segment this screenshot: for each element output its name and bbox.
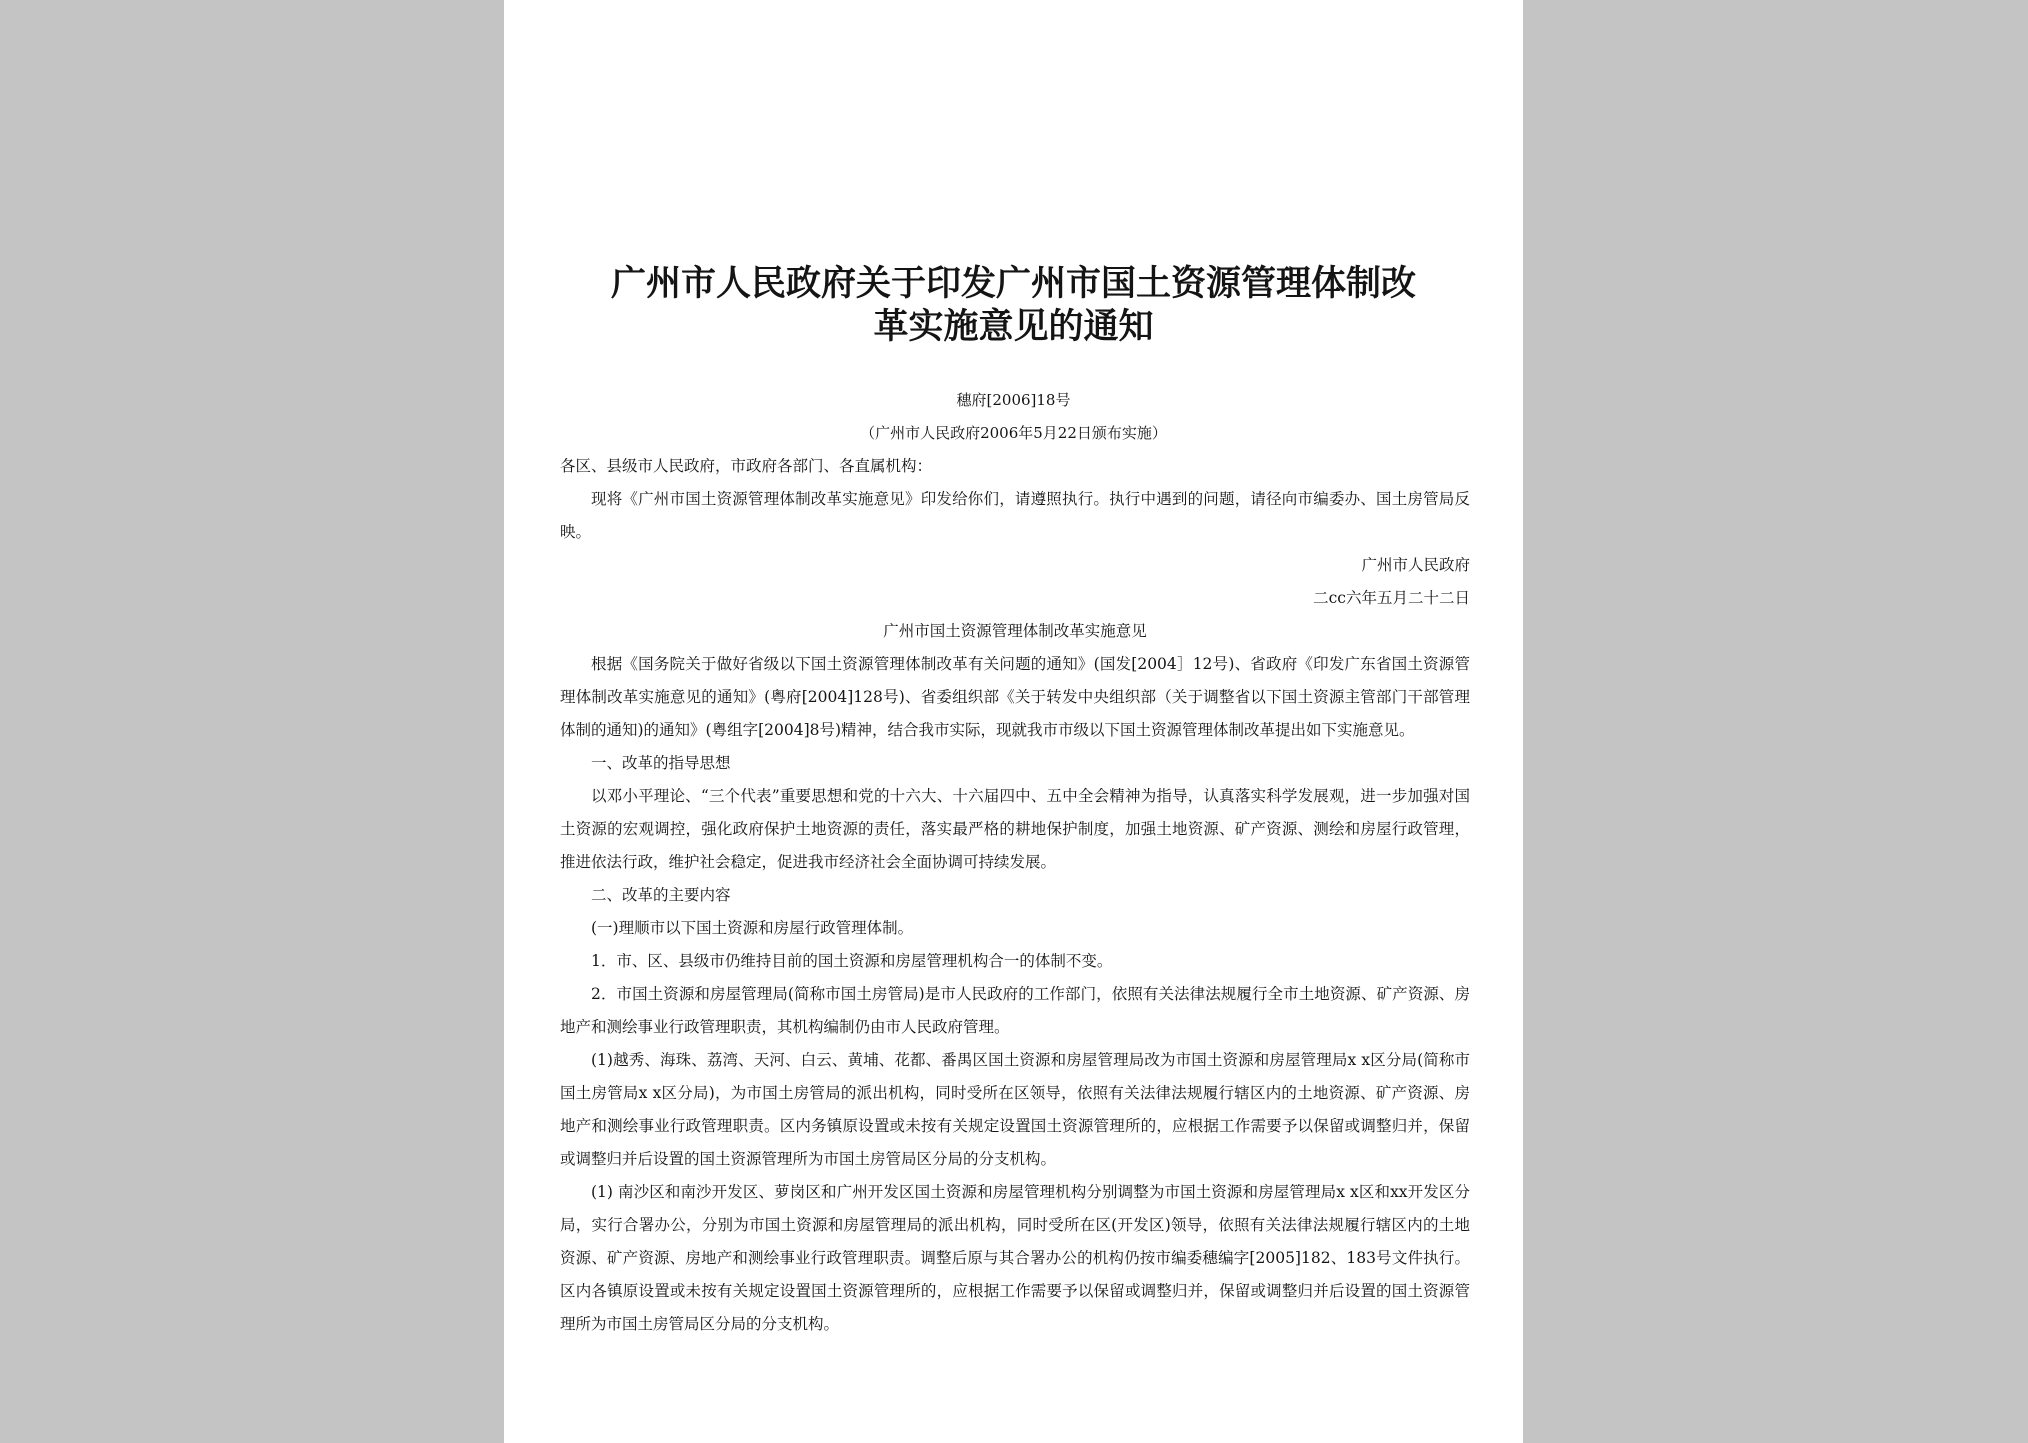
body-paragraph: 以邓小平理论、“三个代表”重要思想和党的十六大、十六届四中、五中全会精神为指导，认真落实科学发展观，进一步加强对国土资源的宏观调控，强化政府保护土地资源的责任，落实最严格的耕地保护制度，加强土地资源、矿产资源、测绘和房屋行政管理，推进依法行政，维护社会稳定，促进我市经济社会全面协调可持续发展。 bbox=[560, 787, 1470, 871]
salutation: 各区、县级市人民政府，市政府各部门、各直属机构： bbox=[560, 457, 933, 475]
body-paragraph: 1．市、区、县级市仍维持目前的国土资源和房屋管理机构合一的体制不变。 bbox=[591, 952, 1113, 970]
document-body bbox=[560, 450, 1470, 1341]
body-paragraph: 2．市国土资源和房屋管理局(简称市国土房管局)是市人民政府的工作部门，依照有关法律法规履行全市土地资源、矿产资源、房地产和测绘事业行政管理职责，其机构编制仍由市人民政府管理。 bbox=[560, 985, 1470, 1036]
body-paragraph: (1)越秀、海珠、荔湾、天河、白云、黄埔、花都、番禺区国土资源和房屋管理局改为市国土资源和房屋管理局x x区分局(简称市国土房管局x x区分局)，为市国土房管局的派出机构，同时受所在区领导，依照有关法律法规履行辖区内的土地资源、矿产资源、房地产和测绘事业行政管理职责。区内务镇原设置或未按有关规定设置国土资源管理所的，应根据工作需要予以保留或调整归并，保留或调整归并后设置的国土资源管理所为市国土房管局区分局的分支机构。 bbox=[560, 1051, 1470, 1168]
body-paragraph: 根据《国务院关于做好省级以下国土资源管理体制改革有关问题的通知》(国发[2004］12号)、省政府《印发广东省国土资源管理体制改革实施意见的通知》(粤府[2004]128号)、省委组织部《关于转发中央组织部（关于调整省以下国土资源主管部门干部管理体制的通知)的通知》(粤组字[2004]8号)精神，结合我市实际，现就我市市级以下国土资源管理体制改革提出如下实施意见。 bbox=[560, 655, 1470, 739]
issuer: 广州市人民政府 bbox=[1361, 556, 1470, 574]
document-page bbox=[504, 0, 1523, 1443]
issue-date: 二cc六年五月二十二日 bbox=[1313, 589, 1470, 607]
promulgation-note: （广州市人民政府2006年5月22日颁布实施） bbox=[860, 424, 1167, 442]
document-number: 穗府[2006]18号 bbox=[956, 391, 1071, 409]
section-heading: 一、改革的指导思想 bbox=[591, 754, 731, 772]
document-title: 广州市人民政府关于印发广州市国土资源管理体制改革实施意见的通知 bbox=[610, 263, 1416, 347]
notice-body: 现将《广州市国土资源管理体制改革实施意见》印发给你们，请遵照执行。执行中遇到的问题，请径向市编委办、国土房管局反映。 bbox=[560, 490, 1470, 541]
document-subtitle: 广州市国土资源管理体制改革实施意见 bbox=[883, 622, 1147, 640]
subsection-heading: (一)理顺市以下国土资源和房屋行政管理体制。 bbox=[591, 919, 914, 937]
body-paragraph: (1) 南沙区和南沙开发区、萝岗区和广州开发区国土资源和房屋管理机构分别调整为市国土资源和房屋管理局x x区和xx开发区分局，实行合署办公，分别为市国土资源和房屋管理局的派出机构，同时受所在区(开发区)领导，依照有关法律法规履行辖区内的土地资源、矿产资源、房地产和测绘事业行政管理职责。调整后原与其合署办公的机构仍按市编委穗编字[2005]182、183号文件执行。区内各镇原设置或未按有关规定设置国土资源管理所的，应根据工作需要予以保留或调整归并，保留或调整归并后设置的国土资源管理所为市国土房管局区分局的分支机构。 bbox=[560, 1183, 1470, 1333]
section-heading: 二、改革的主要内容 bbox=[591, 886, 731, 904]
